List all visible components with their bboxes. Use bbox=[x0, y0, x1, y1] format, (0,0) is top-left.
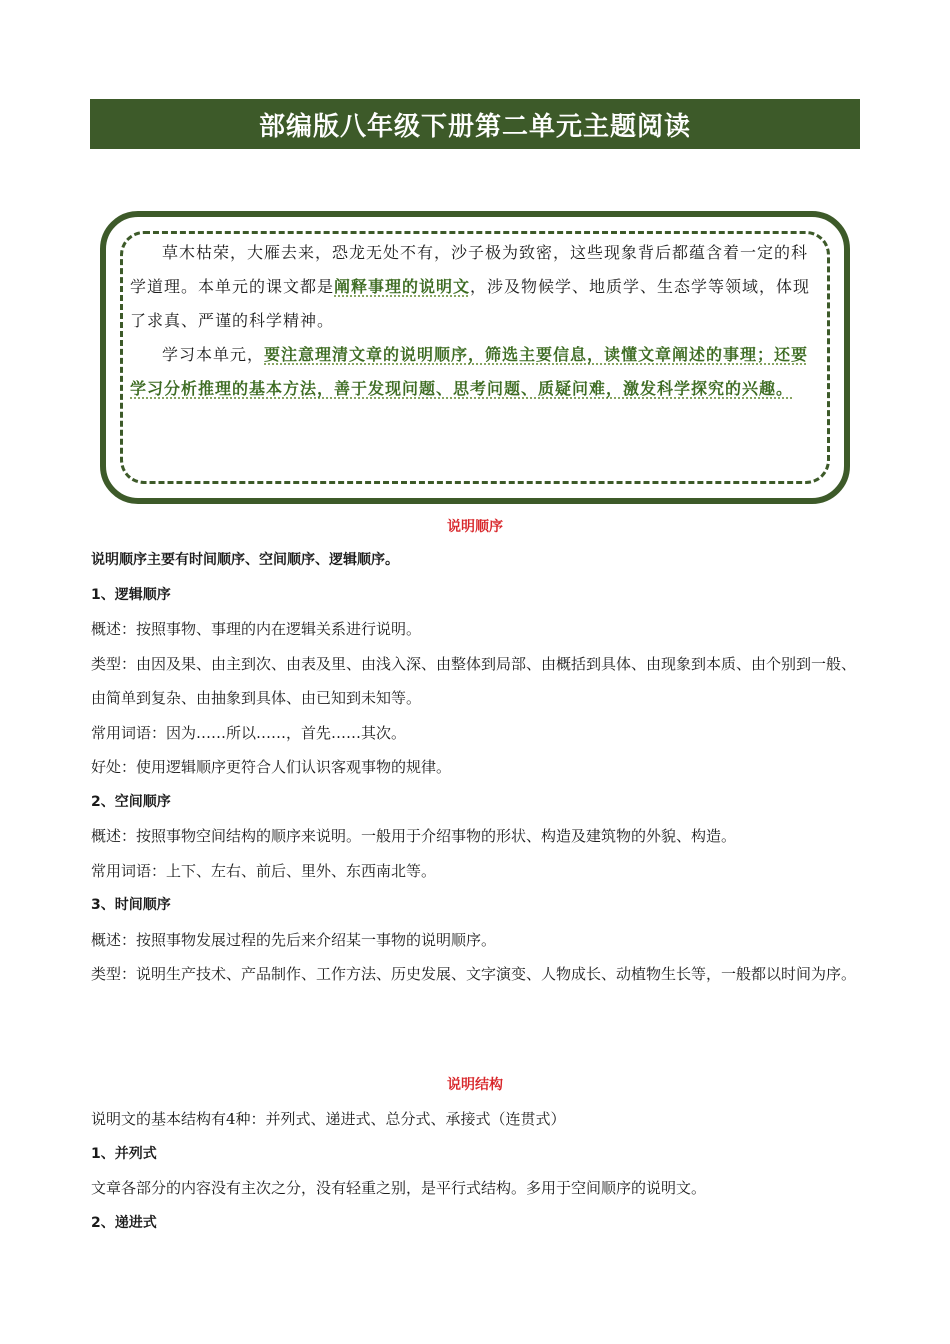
intro-highlight-1: 阐释事理的说明文 bbox=[334, 277, 471, 296]
space-order-overview: 概述：按照事物空间结构的顺序来说明。一般用于介绍事物的形状、构造及建筑物的外貌、构造。 bbox=[91, 827, 737, 845]
time-order-types: 类型：说明生产技术、产品制作、工作方法、历史发展、文字演变、人物成长、动植物生长等，一般都以时间为序。 bbox=[91, 965, 857, 983]
time-order-title: 3、时间顺序 bbox=[91, 897, 171, 913]
intro-paragraph-1: 草木枯荣，大雁去来，恐龙无处不有，沙子极为致密，这些现象背后都蕴含着一定的科学道理。本单元的课文都是阐释事理的说明文，涉及物候学、地质学、生态学等领域，体现了求真、严谨的科学精神。 bbox=[130, 243, 811, 330]
logic-order-benefit: 好处：使用逻辑顺序更符合人们认识客观事物的规律。 bbox=[91, 758, 452, 776]
logic-order-overview: 概述：按照事物、事理的内在逻辑关系进行说明。 bbox=[91, 620, 422, 638]
intro-paragraph-2: 学习本单元，要注意理清文章的说明顺序，筛选主要信息，读懂文章阐述的事理；还要学习分析推理的基本方法，善于发现问题、思考问题、质疑问难，激发科学探究的兴趣。 bbox=[130, 345, 809, 398]
section-heading-structure: 说明结构 bbox=[447, 1077, 503, 1093]
order-section-body bbox=[91, 543, 861, 992]
structure-section-body bbox=[91, 1102, 861, 1240]
time-order-overview: 概述：按照事物发展过程的先后来介绍某一事物的说明顺序。 bbox=[91, 930, 497, 949]
progressive-structure-title: 2、递进式 bbox=[91, 1214, 157, 1231]
page-title: 部编版八年级下册第二单元主题阅读 bbox=[258, 111, 691, 142]
logic-order-types: 类型：由因及果、由主到次、由表及里、由浅入深、由整体到局部、由概括到具体、由现象到本质、由个别到一般、由简单到复杂、由抽象到具体、由已知到未知等。 bbox=[91, 654, 857, 707]
intro-box-text bbox=[130, 236, 822, 406]
parallel-structure-title: 1、并列式 bbox=[91, 1145, 157, 1162]
page-title-banner bbox=[90, 99, 860, 149]
space-order-title: 2、空间顺序 bbox=[91, 793, 171, 810]
structure-summary: 说明文的基本结构有4种：并列式、递进式、总分式、承接式（连贯式） bbox=[91, 1110, 566, 1128]
order-summary: 说明顺序主要有时间顺序、空间顺序、逻辑顺序。 bbox=[91, 552, 399, 568]
logic-order-title: 1、逻辑顺序 bbox=[91, 586, 171, 603]
section-heading-order: 说明顺序 bbox=[447, 519, 503, 535]
parallel-structure-desc: 文章各部分的内容没有主次之分，没有轻重之别，是平行式结构。多用于空间顺序的说明文。 bbox=[91, 1179, 707, 1197]
logic-order-words: 常用词语：因为……所以……，首先……其次。 bbox=[91, 723, 407, 742]
space-order-words: 常用词语：上下、左右、前后、里外、东西南北等。 bbox=[91, 861, 437, 880]
intro-highlight-2: 要注意理清文章的说明顺序，筛选主要信息，读懂文章阐述的事理；还要学习分析推理的基本方法，善于发现问题、思考问题、质疑问难，激发科学探究的兴趣。 bbox=[130, 345, 809, 398]
